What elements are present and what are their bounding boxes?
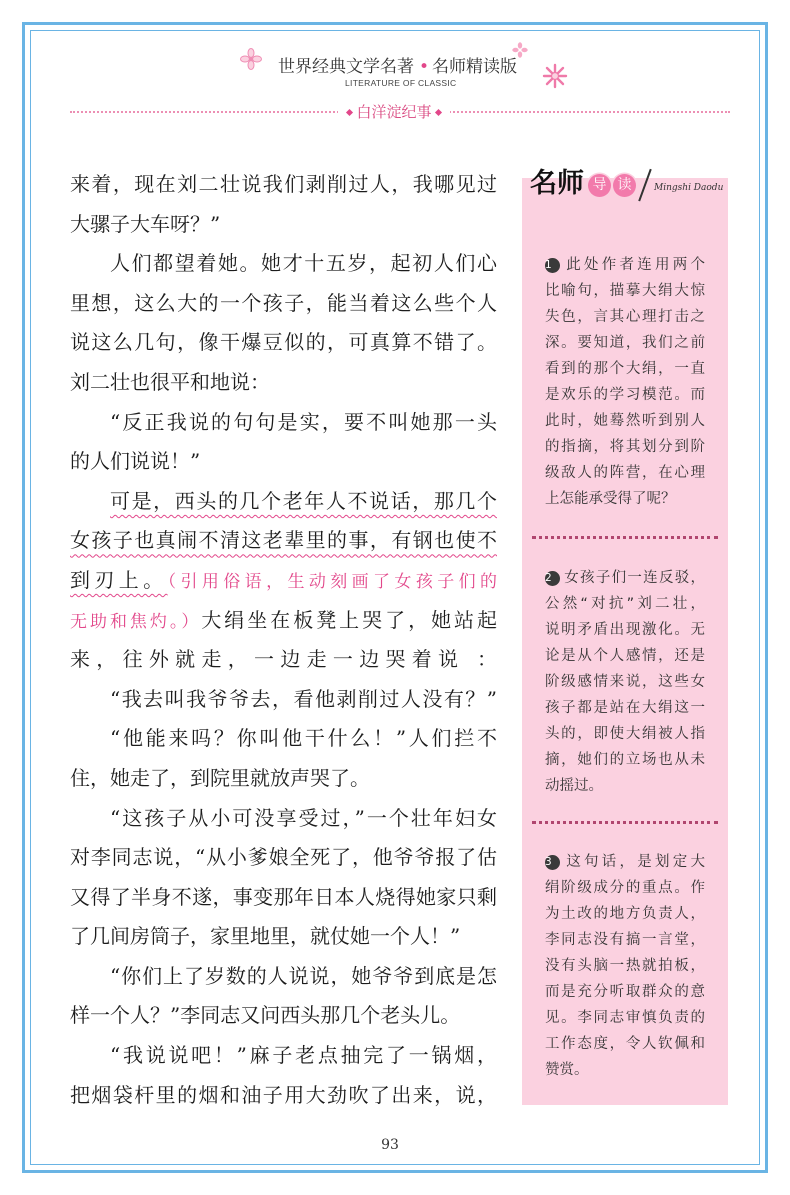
note-line: 阶级感情来说，这些女	[545, 674, 705, 690]
text-line: “你们上了岁数的人说说，她爷爷到底是怎	[110, 963, 497, 988]
note-line: 失色，言其心理打击之	[545, 309, 705, 325]
note-text: 女孩子们一连反驳，	[563, 570, 705, 586]
series-title-dot: •	[419, 57, 430, 77]
diamond-right-icon	[434, 108, 441, 115]
text-line: 来，往外就走，一边走一边哭着说 ：	[70, 647, 497, 672]
text-line: 把烟袋杆里的烟和油子用大劲吹了出来，说，	[70, 1082, 497, 1107]
text-line: 的人们说说！”	[70, 449, 201, 474]
note-line: 的指摘，将其划分到阶	[545, 439, 705, 455]
note-line: 此时，她蓦然听到别人	[545, 413, 705, 429]
note-text: 这句话，是划定大	[563, 854, 705, 870]
note-line: 而是充分听取群众的意	[545, 984, 705, 1000]
text-line: 说这么几句，像干爆豆似的，可真算不错了。	[70, 330, 497, 355]
page-number: 93	[381, 1137, 399, 1153]
note-line: 绢阶级成分的重点。作	[545, 880, 705, 896]
note-number-badge: 3	[545, 855, 560, 870]
heading-char: 师	[557, 168, 584, 199]
teacher-notes-heading	[528, 164, 728, 204]
note-line: 公然“对抗”刘二壮，	[545, 596, 705, 612]
text-line: 了几间房筒子，家里地里，就仗她一个人！”	[70, 924, 461, 949]
flower-icon	[542, 63, 568, 89]
text-line: 又得了半身不遂，事变那年日本人烧得她家只剩	[70, 884, 497, 909]
note-3	[545, 849, 705, 1083]
text-line: 对李同志说，“从小爹娘全死了，他爷爷报了估	[70, 845, 497, 870]
note-separator	[532, 821, 718, 824]
main-text	[70, 165, 497, 1115]
note-line	[545, 849, 705, 875]
series-title-sub: 名师精读版	[432, 57, 518, 77]
inline-annotation: 无助和焦灼。）	[70, 611, 202, 632]
diamond-left-icon	[346, 108, 353, 115]
note-line: 论是从个人感情，还是	[545, 648, 705, 664]
note-line	[545, 565, 705, 591]
text-line: 样一个人？”李同志又问西头那几个老头儿。	[70, 1003, 461, 1028]
note-line: 摘，她们的立场也从未	[545, 752, 705, 768]
text-line	[70, 601, 497, 641]
note-line: 为土改的地方负责人，	[545, 906, 705, 922]
chapter-title: 白洋淀纪事	[356, 103, 432, 121]
note-text: 此处作者连用两个	[563, 257, 705, 273]
note-1	[545, 252, 705, 512]
note-line: 赞赏。	[545, 1062, 589, 1078]
highlighted-text: 女孩子也真闹不清这老辈里的事，有钢也使不	[70, 528, 497, 553]
text-line	[70, 561, 497, 601]
highlighted-text: 可是，西头的几个老年人不说话，那几个	[110, 488, 497, 513]
text-line: 里想，这么大的一个孩子，能当着这么些个人	[70, 290, 497, 315]
text-line: 住，她走了，到院里就放声哭了。	[70, 765, 370, 790]
text-line: “这孩子从小可没享受过，”一个壮年妇女	[110, 805, 497, 830]
note-line: 说明矛盾出现激化。无	[545, 622, 705, 638]
series-english-title: LITERATURE OF CLASSIC	[345, 78, 457, 88]
note-line: 头的，即使大绢被人指	[545, 726, 705, 742]
note-line: 没有头脑一热就拍板，	[545, 958, 705, 974]
inline-annotation: （引用俗语，生动刻画了女孩子们的	[167, 571, 497, 592]
chapter-heading	[338, 101, 450, 123]
note-line: 工作态度，令人钦佩和	[545, 1036, 705, 1052]
heading-char: 名	[530, 168, 557, 199]
note-2	[545, 565, 705, 799]
note-line	[545, 252, 705, 278]
heading-pinyin: Mingshi Daodu	[654, 183, 724, 193]
text-line: “我去叫我爷爷去，看他剥削过人没有？”	[110, 686, 497, 711]
note-number-badge: 2	[545, 571, 560, 586]
heading-char-circle: 导	[588, 174, 611, 197]
text-line: 刘二壮也很平和地说：	[70, 369, 270, 394]
series-title-main: 世界经典文学名著	[278, 57, 414, 77]
note-line: 看到的那个大绢，一直	[545, 361, 705, 377]
note-line: 深。要知道，我们之前	[545, 335, 705, 351]
note-line: 级敌人的阵营，在心理	[545, 465, 705, 481]
note-line: 上怎能承受得了呢？	[545, 491, 676, 507]
text-line	[70, 521, 497, 561]
note-line: 见。李同志审慎负责的	[545, 1010, 705, 1026]
note-line: 是欢乐的学习模范。而	[545, 387, 705, 403]
series-title	[278, 56, 517, 78]
note-separator	[532, 536, 718, 539]
text-line: “反正我说的句句是实，要不叫她那一头	[110, 409, 497, 434]
note-line: 动摇过。	[545, 778, 603, 794]
text-line	[70, 482, 497, 522]
text-line: 来着，现在刘二壮说我们剥削过人，我哪见过	[70, 172, 497, 196]
text-line: “他能来吗？你叫他干什么！”人们拦不	[110, 726, 497, 751]
flower-icon	[240, 48, 262, 70]
note-line: 李同志没有搞一言堂，	[545, 932, 705, 948]
note-number-badge: 1	[545, 258, 560, 273]
highlighted-text: 到刃上。	[70, 567, 168, 592]
text-line: 人们都望着她。她才十五岁，起初人们心	[110, 251, 497, 276]
note-line: 孩子都是站在大绢这一	[545, 700, 705, 716]
heading-slash	[638, 169, 651, 201]
text-segment: 大绢坐在板凳上哭了，她站起	[201, 607, 497, 632]
heading-char-circle: 读	[613, 174, 636, 197]
text-line: “我说说吧！”麻子老点抽完了一锅烟，	[110, 1043, 497, 1068]
text-line: 大骡子大车呀？”	[70, 211, 221, 236]
note-line: 比喻句，描摹大绢大惊	[545, 283, 705, 299]
